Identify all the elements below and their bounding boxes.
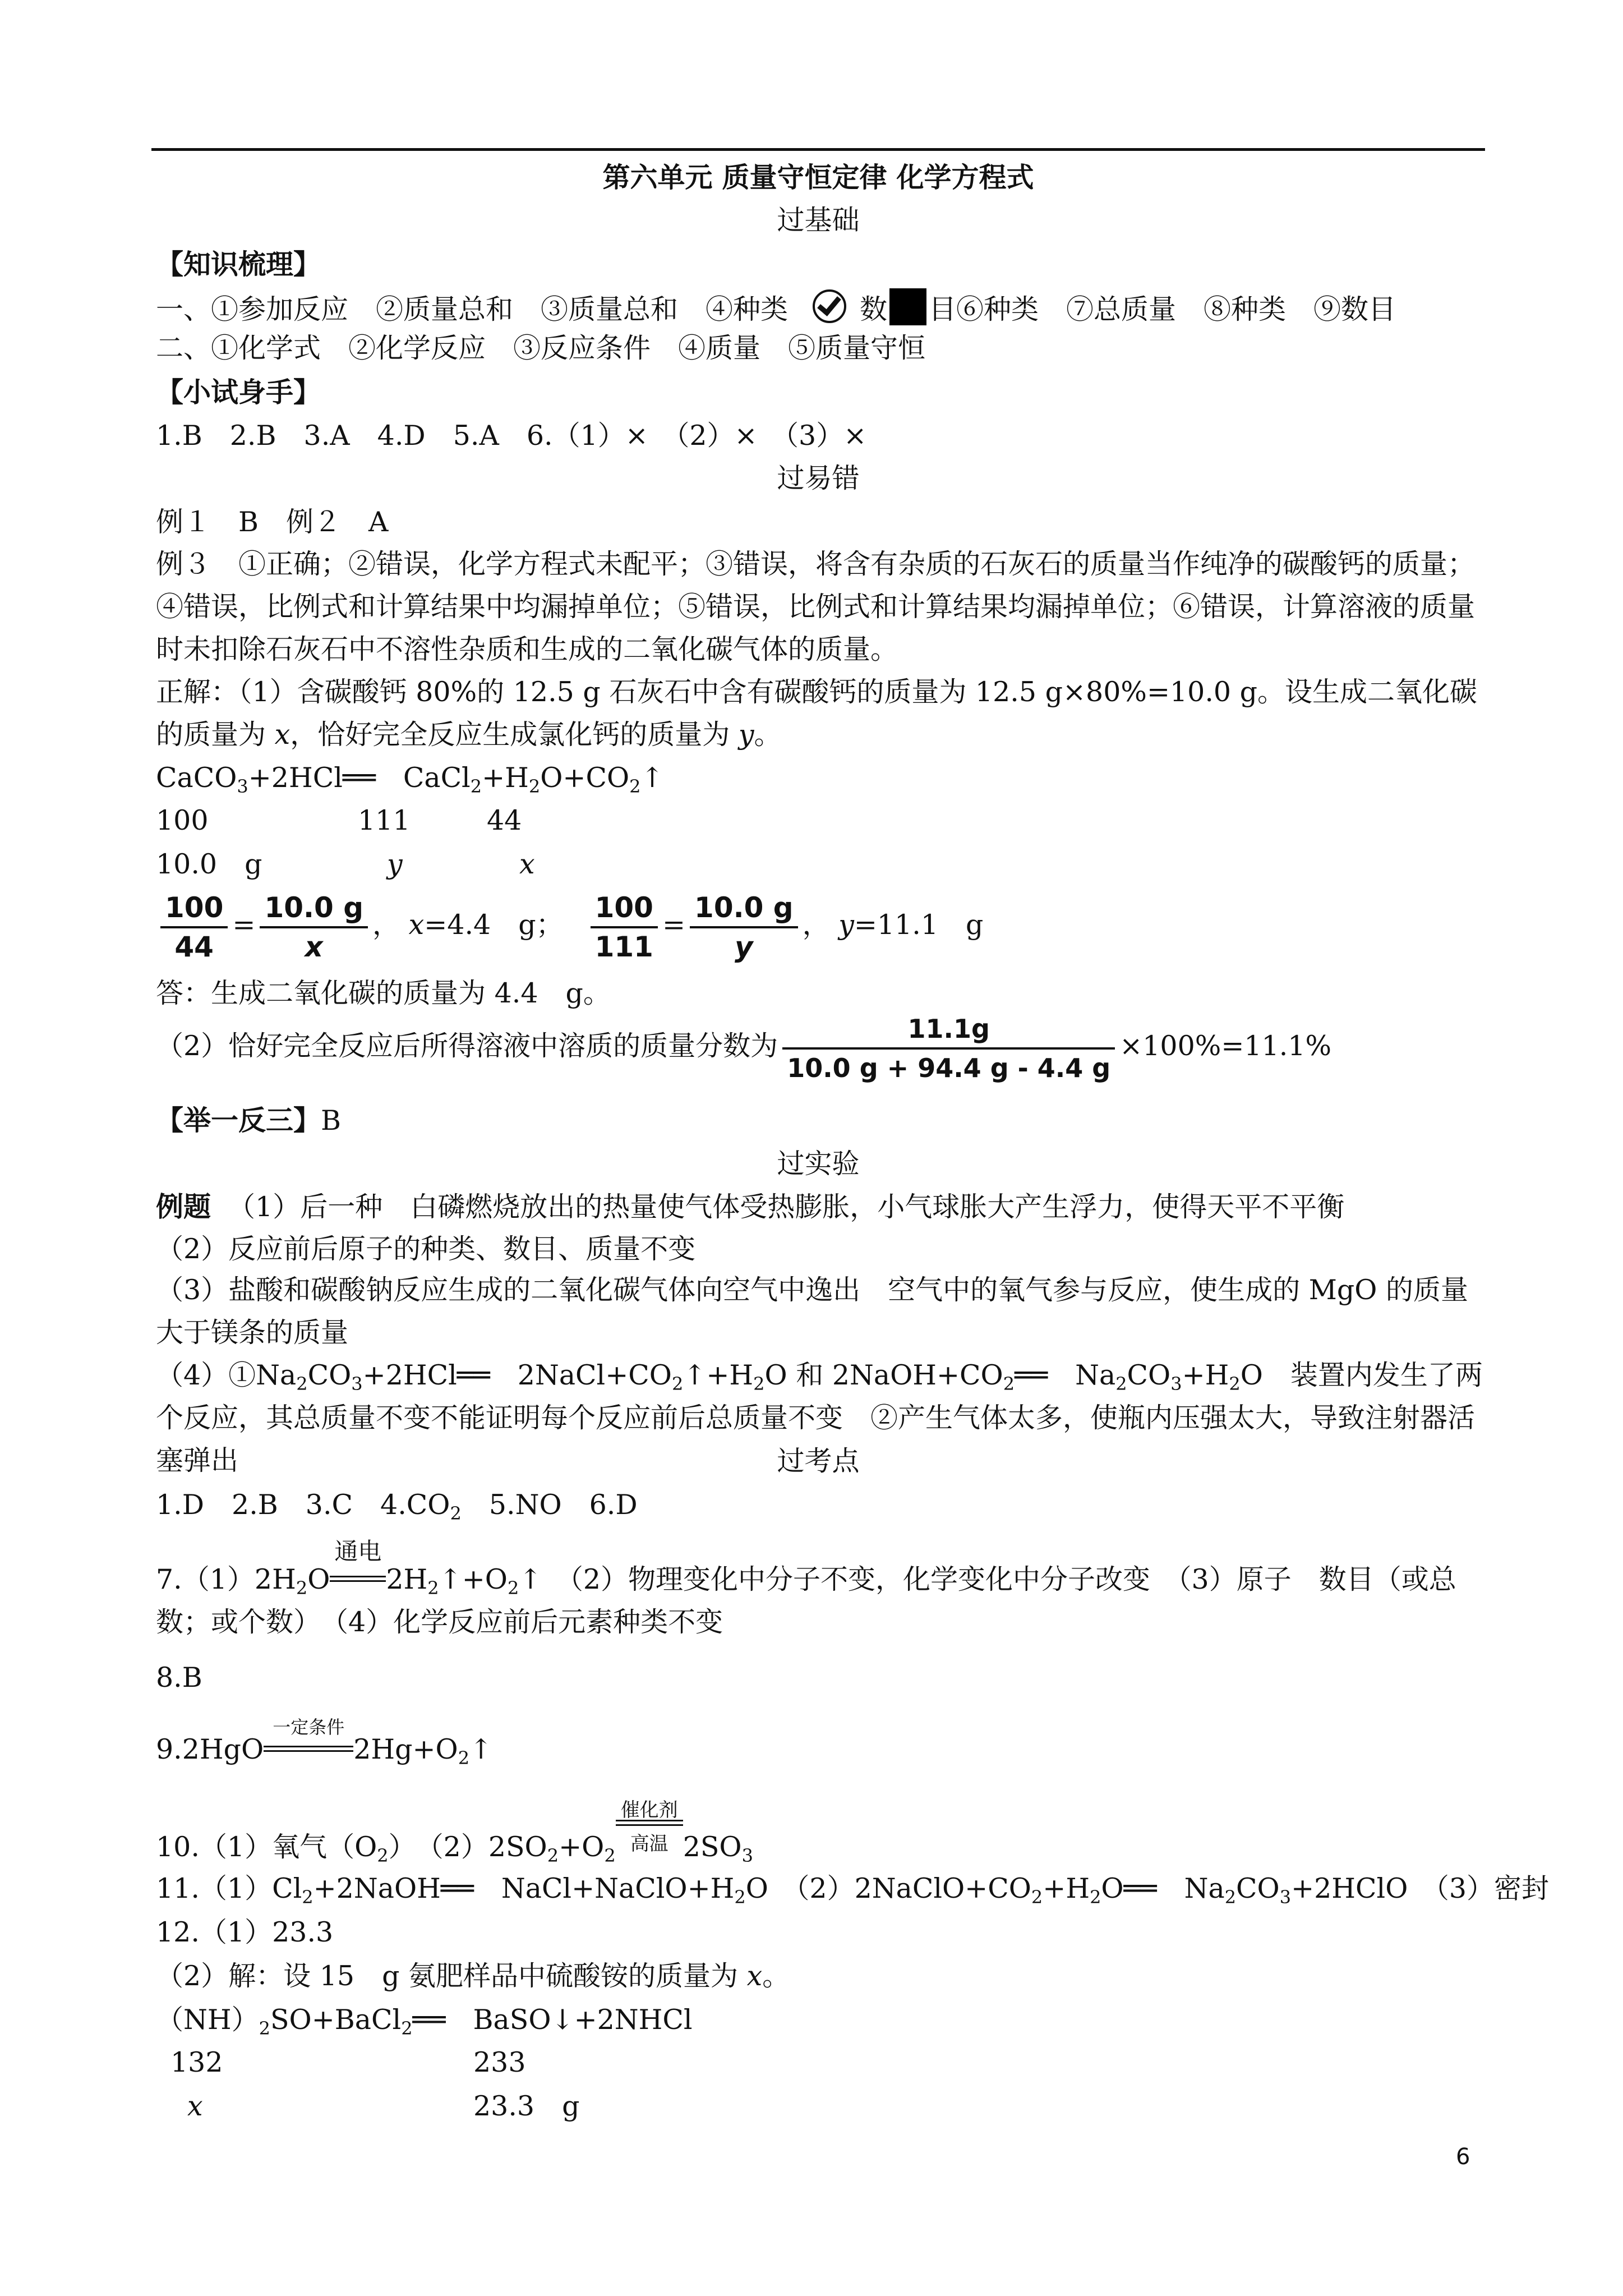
page-number: 6: [1456, 2144, 1470, 2170]
experiment-line-2: （2）反应前后原子的种类、数目、质量不变: [156, 1233, 696, 1265]
points-q12-1: 12.（1）23.3: [156, 1916, 334, 1948]
equation-caco3: CaCO$_3$+2HCl══ $CaCl_2+H_2O+CO_2↑$: [156, 761, 1491, 795]
fraction-100-111: $\frac{100}{111}$: [591, 889, 658, 965]
experiment-line-3: （3）盐酸和碳酸钠反应生成的二氧化碳气体向空气中逸出 空气中的氧气参与反应，使生成的 MgO 的质量大于镁条的质量: [156, 1274, 1469, 1349]
try-heading: 【小试身手】: [156, 376, 321, 408]
molar-mass-nh4-2so4: 132: [170, 2046, 223, 2078]
section-heading-experiment: 过实验: [777, 1148, 860, 1180]
solution-part-2: （2）恰好完全反应后所得溶液中溶质的质量分数为 $\frac{11.1g}{10.0 g + 94.4 g - 4.4 g}$ ×100%=11.1%: [156, 1010, 1491, 1087]
knowledge-line-1-a: 一、①参加反应 ②质量总和 ③质量总和 ④种类: [156, 293, 789, 325]
equation-nh4-2so4: $(NH)_2SO+BaCl_2══$ BaSO↓+2NHCl: [156, 2004, 693, 2039]
fraction-100-44: $\frac{100}{44}$: [160, 889, 228, 965]
section-heading-mistakes: 过易错: [777, 462, 860, 494]
fraction-10g-y: $\frac{10.0 g}{y}$: [690, 889, 798, 965]
answer-co2: 答：生成二氧化碳的质量为 4.4 g。: [156, 977, 611, 1009]
var-y: y: [738, 719, 754, 751]
q12-value-x: x: [187, 2090, 203, 2122]
knowledge-line-1-c: 目⑥种类 ⑦总质量 ⑧种类 ⑨数目: [929, 293, 1396, 325]
checkmark-icon: [813, 289, 846, 323]
solution-text-c: 。: [754, 719, 782, 751]
top-rule: [151, 148, 1485, 151]
page-title: 第六单元 质量守恒定律 化学方程式: [602, 161, 1034, 194]
solution-part-1: [156, 671, 1491, 756]
value-y: y: [387, 848, 403, 880]
draw-heading: 【举一反三】: [156, 1104, 321, 1137]
experiment-line-4: $(4)①Na_2CO_3+2HCl══$ $2NaCl+CO_2↑+H_2O$ 和 $2NaOH+CO_2══$ $Na_2CO_3+H_2O$ 装置内发生了两个反应，其总质量不变不能证明每个反应前后总质量不变 ②产生气体太多，使瓶内压强太大，导致注射器活塞弹出: [156, 1359, 1483, 1476]
molar-mass-caco3: 100: [156, 804, 209, 836]
example-1-2: 例１ B 例２ A: [156, 506, 389, 538]
section-heading-points: 过考点: [777, 1445, 860, 1477]
proportion-row: $\frac{100}{44}$ = $\frac{10.0 g}{x}$ ， x=4.4 g； $\frac{100}{111}$ = $\frac{10.0 g}{y}$ ， y=11.1 g: [156, 889, 1491, 965]
points-q10: 10.（1）氧气$(O_2)$ $(2)2SO_2+O_2$ 催化剂 高温 $2SO_3$: [156, 1799, 753, 1866]
solution-text-a: 正解：（1）含碳酸钙 80%的 12.5 g 石灰石中含有碳酸钙的质量为 12.5 g×80%=10.0 g。设生成二氧化碳的质量为: [156, 676, 1478, 751]
knowledge-heading: 【知识梳理】: [156, 248, 321, 280]
points-q9: 9.2HgO 一定条件 $2Hg+O_2↑$: [156, 1717, 493, 1769]
example-3: 例３ ①正确；②错误，化学方程式未配平；③错误，将含有杂质的石灰石的质量当作纯净的碳酸钙的质量；④错误，比例式和计算结果中均漏掉单位；⑤错误，比例式和计算结果均漏掉单位；⑥错误，计算溶液的质量时未扣除石灰石中不溶性杂质和生成的二氧化碳气体的质量。: [156, 548, 1476, 665]
condition-electrolysis: 通电: [330, 1558, 386, 1601]
experiment-label: 例题: [156, 1190, 211, 1223]
draw-answer: B: [321, 1105, 342, 1137]
points-q12-2: （2）解：设 15 g 氨肥样品中硫酸铵的质量为 x。: [156, 1960, 790, 1992]
value-x: x: [519, 848, 535, 880]
molar-mass-co2: 44: [487, 804, 522, 836]
redaction-block: [889, 288, 926, 325]
experiment-line-1: 例题 （1）后一种 白磷燃烧放出的热量使气体受热膨胀，小气球胀大产生浮力，使得天平不平衡: [156, 1190, 1345, 1223]
solution-text-b: ，恰好完全反应生成氯化钙的质量为: [290, 719, 730, 751]
knowledge-line-2: 二、①化学式 ②化学反应 ③反应条件 ④质量 ⑤质量守恒: [156, 332, 926, 364]
molar-mass-cacl2: 111: [358, 804, 411, 836]
molar-mass-baso4: 233: [473, 2046, 526, 2078]
knowledge-line-1-b: 数: [860, 293, 888, 325]
points-q7: $7.(1)2H_2O$ 通电 $2H_2↑+O_2↑$ （2）物理变化中分子不变，化学变化中分子改变 （3）原子 数目（或总数；或个数） （4）化学反应前后元素种类不变: [156, 1538, 1456, 1638]
try-answers: 1.B 2.B 3.A 4.D 5.A 6.（1）× （2）× （3）×: [156, 420, 867, 452]
value-caco3: 10.0 g: [156, 848, 262, 880]
section-heading-basics: 过基础: [777, 204, 860, 236]
fraction-10g-x: $\frac{10.0 g}{x}$: [260, 889, 368, 965]
condition-catalyst-heat: 催化剂 高温: [616, 1830, 683, 1865]
fraction-mass-percent: $\frac{11.1g}{10.0 g + 94.4 g - 4.4 g}$: [782, 1010, 1115, 1087]
knowledge-line-1: [156, 288, 1491, 327]
condition-certain: 一定条件: [264, 1732, 353, 1767]
points-q8: 8.B: [156, 1662, 202, 1694]
points-q11: $11.(1)Cl_2+2NaOH══$ $NaCl+NaClO+H_2O$ $(2)2NaClO+CO_2+H_2O══$ $Na_2CO_3+2HClO$ （3）密封: [156, 1872, 1550, 1908]
q12-value-baso4: 23.3 g: [473, 2090, 580, 2122]
result-y: =11.1 g: [854, 909, 984, 941]
var-x: x: [274, 719, 291, 751]
points-q1-6: 1.D 2.B 3.C $4.CO_2$ 5.NO 6.D: [156, 1489, 638, 1524]
result-x: =4.4 g；: [424, 909, 564, 941]
draw-inferences-row: [156, 1103, 1491, 1138]
